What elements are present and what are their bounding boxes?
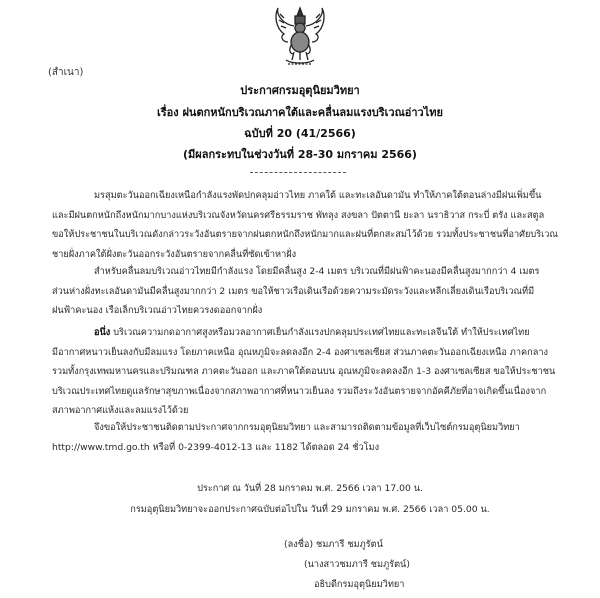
paragraph-monsoon-rain <box>52 186 564 264</box>
separator-line <box>250 172 346 173</box>
announcement-title: ประกาศกรมอุตุนิยมวิทยา <box>240 84 360 97</box>
paragraph-line: มีอากาศหนาวเย็นลงกับมีลมแรง โดยภาคเหนือ อุณหภูมิจะลดลงอีก 2-4 องศาเซลเซียส ส่วนภาคตะวันออกเฉียงเหนือ ภาคกลาง <box>52 346 549 358</box>
paragraph-line: สภาพอากาศแห้งและลมแรงไว้ด้วย <box>52 405 189 416</box>
paragraph-line: บริเวณประเทศไทยดูแลรักษาสุขภาพเนื่องจากสภาพอากาศที่หนาวเย็นลง รวมถึงระวังอันตรายจากอัคคีภัยที่อาจเกิดขึ้นเนื่องจาก <box>52 385 547 397</box>
paragraph-line: สำหรับคลื่นลมบริเวณอ่าวไทยมีกำลังแรง โดยมีคลื่นสูง 2-4 เมตร บริเวณที่มีฝนฟ้าคะนองมีคลื่นสูงมากกว่า 4 เมตร <box>94 266 540 277</box>
paragraph-lead: อนึ่ง <box>94 327 111 338</box>
issue-number: ฉบับที่ 20 (41/2566) <box>244 127 356 140</box>
paragraph-line: และมีฝนตกหนักถึงหนักมากบางแห่งบริเวณจังหวัดนครศรีธรรมราช พัทลุง สงขลา ปัตตานี ยะลา นราธิวาส กระบี่ ตรัง และสตูล <box>52 209 545 221</box>
paragraph-line <box>52 323 564 343</box>
paragraph-line: มรสุมตะวันออกเฉียงเหนือกำลังแรงพัดปกคลุมอ่าวไทย ภาคใต้ และทะเลอันดามัน ทำให้ภาคใต้ตอนล่างมีฝนเพิ่มขึ้น <box>94 190 542 201</box>
announcement-subject: เรื่อง ฝนตกหนักบริเวณภาคใต้และคลื่นลมแรงบริเวณอ่าวไทย <box>157 106 443 119</box>
tmd-website-link[interactable]: http://www.tmd.go.th <box>52 441 150 453</box>
paragraph-line <box>52 438 564 458</box>
issued-at: ประกาศ ณ วันที่ 28 มกราคม พ.ศ. 2566 เวลา 17.00 น. <box>197 483 423 494</box>
copy-label: (สำเนา) <box>48 67 84 78</box>
paragraph-line: ฝนฟ้าคะนอง เรือเล็กบริเวณอ่าวไทยควรงดออกจากฝั่ง <box>52 305 263 316</box>
garuda-emblem-icon <box>270 4 330 70</box>
paragraph-line: จึงขอให้ประชาชนติดตามประกาศจากกรมอุตุนิยมวิทยา และสามารถติดตามข้อมูลที่เว็บไซต์กรมอุตุนิยมวิทยา <box>94 422 520 433</box>
paragraph-cold-air <box>52 323 564 421</box>
paragraph-text: บริเวณความกดอากาศสูงหรือมวลอากาศเย็นกำลังแรงปกคลุมประเทศไทยและทะเลจีนใต้ ทำให้ประเทศไทย <box>110 327 530 338</box>
paragraph-line: รวมทั้งกรุงเทพมหานครและปริมณฑล ภาคตะวันออก และภาคใต้ตอนบน อุณหภูมิจะลดลงอีก 1-3 องศาเซลเซียส ขอให้ประชาชน <box>52 366 556 377</box>
paragraph-line: ส่วนห่างฝั่งทะเลอันดามันมีคลื่นสูงมากกว่า 2 เมตร ขอให้ชาวเรือเดินเรือด้วยความระมัดระวังและหลีกเลี่ยงเดินเรือบริเวณที่มี <box>52 285 535 297</box>
signatory-full-name: (นางสาวชมภารี ชมภูรัตน์) <box>304 559 410 570</box>
paragraph-gulf-waves <box>52 262 564 321</box>
signature-line: (ลงชื่อ) ชมภารี ชมภูรัตน์ <box>284 539 383 550</box>
paragraph-line: ชายฝั่งภาคใต้ฝั่งตะวันออกระวังอันตรายจากคลื่นที่ซัดเข้าหาฝั่ง <box>52 248 297 260</box>
paragraph-follow-updates <box>52 418 564 457</box>
next-issue: กรมอุตุนิยมวิทยาจะออกประกาศฉบับต่อไปใน วันที่ 29 มกราคม พ.ศ. 2566 เวลา 05.00 น. <box>130 504 490 515</box>
paragraph-line: ขอให้ประชาชนในบริเวณดังกล่าวระวังอันตรายจากฝนตกหนักถึงหนักมากและฝนที่ตกสะสมไว้ด้วย รวมทั้งประชาชนที่อาศัยบริเวณ <box>52 229 558 240</box>
contact-info: หรือที่ 0-2399-4012-13 และ 1182 ได้ตลอด 24 ชั่วโมง <box>149 441 380 453</box>
signatory-position: อธิบดีกรมอุตุนิยมวิทยา <box>314 579 405 590</box>
effective-period: (มีผลกระทบในช่วงวันที่ 28-30 มกราคม 2566) <box>183 148 417 161</box>
